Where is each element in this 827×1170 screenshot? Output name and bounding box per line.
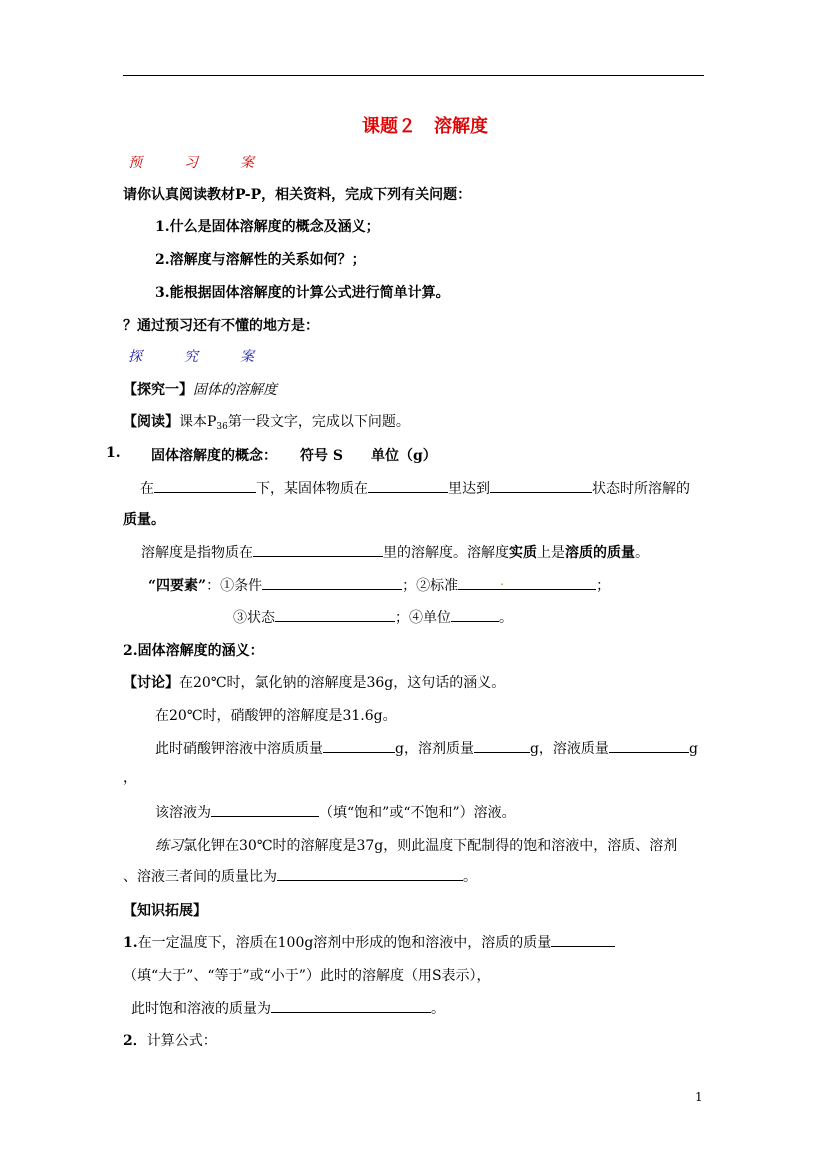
ext2-text: 计算公式： [146, 1033, 217, 1049]
practice-line-2 [123, 866, 477, 886]
practice-text: 氯化钾在30℃时的溶解度是37g，则此温度下配制得的饱和溶液中，溶质、溶剂 [183, 838, 678, 854]
page-number: 1 [695, 1090, 703, 1104]
blank-solution-type[interactable] [211, 803, 319, 817]
page-title: 课题２ 溶解度 [362, 116, 488, 137]
reading-text-a: 课本P [179, 414, 217, 430]
ext1-text: 在一定温度下，溶质在100g溶剂中形成的饱和溶液中，溶质的质量 [137, 935, 552, 951]
header-rule [123, 75, 704, 76]
goal-1: 1.什么是固体溶解度的概念及涵义； [155, 219, 380, 235]
solution-type-line [155, 802, 516, 822]
explore1-topic: 固体的溶解度 [193, 382, 277, 398]
concept-num: 1. [106, 445, 121, 461]
goal-2: 2.溶解度与溶解性的关系如何？； [155, 252, 366, 268]
masses-a: 此时硝酸钾溶液中溶质质量 [155, 741, 323, 757]
stray-dot: . [500, 574, 504, 588]
blank-state-2[interactable] [275, 608, 395, 622]
question-prompt: ？通过预习还有不懂的地方是： [123, 318, 319, 334]
discussion-line [123, 672, 505, 692]
practice2-a: 、溶液三者间的质量比为 [123, 869, 277, 885]
masses-line [155, 738, 698, 758]
ext1c-line [131, 998, 445, 1018]
ext1c-a: 此时饱和溶液的质量为 [131, 1001, 271, 1017]
ext2-line [123, 1030, 217, 1050]
masses-b: g，溶剂质量 [395, 741, 474, 757]
blank-state[interactable] [490, 479, 592, 493]
ext1-line [123, 932, 615, 952]
reading-sub: 36 [216, 422, 228, 432]
blank-unit[interactable] [451, 608, 499, 622]
ext1c-b: 。 [431, 1001, 445, 1017]
essence-text-e: 溶质的质量 [565, 545, 635, 561]
blank-saturated-mass[interactable] [271, 999, 431, 1013]
blank-condition[interactable] [154, 479, 256, 493]
ext2-num: 2． [123, 1033, 147, 1049]
essence-text-d: 上是 [537, 545, 565, 561]
blank-solvent[interactable] [368, 479, 448, 493]
concept-unit: 单位（g） [371, 448, 437, 464]
practice2-b: 。 [463, 869, 477, 885]
masses-c: g，溶液质量 [529, 741, 609, 757]
practice-label: 练习 [155, 838, 183, 854]
masses-d: g [688, 741, 698, 757]
blank-essence[interactable] [253, 543, 383, 557]
kno3-line: 在20℃时，硝酸钾的溶解度是31.6g。 [155, 708, 397, 724]
meaning-heading: 2.固体溶解度的涵义： [123, 643, 264, 659]
four-elements-label: “四要素” [148, 578, 207, 594]
four-elements-line [148, 575, 610, 595]
practice-line [155, 835, 677, 855]
four-elements2-b: ；④单位 [395, 610, 451, 626]
explore1-bracket: 【探究一】 [123, 382, 193, 398]
essence-text-b: 里的溶解度。溶解度 [383, 545, 509, 561]
def-text-a: 在 [140, 481, 154, 497]
def-text-d: 状态时所溶解的 [592, 481, 690, 497]
essence-text-f: 。 [635, 545, 649, 561]
masses-comma: ， [123, 770, 137, 786]
solution-type-b: （填“饱和”或“不饱和”）溶液。 [319, 805, 516, 821]
blank-solute-mass[interactable] [323, 739, 395, 753]
four-elements-c: ； [596, 578, 611, 594]
ext1-num: 1. [123, 935, 138, 951]
essence-text-c: 实质 [509, 545, 537, 561]
definition-line-2: 质量。 [123, 512, 165, 528]
blank-mass-ratio[interactable] [277, 867, 463, 881]
extension-heading: 【知识拓展】 [123, 903, 207, 919]
blank-solvent-mass[interactable] [474, 739, 530, 753]
four-elements-a: ：①条件 [206, 578, 263, 594]
explore-heading: 探 究 案 [128, 349, 254, 365]
goal-3: 3.能根据固体溶解度的计算公式进行简单计算。 [155, 285, 450, 301]
concept-symbol: 符号 S [300, 448, 343, 464]
def-text-c: 里达到 [448, 481, 490, 497]
discussion-text: 在20℃时，氯化钠的溶解度是36g，这句话的涵义。 [179, 675, 506, 691]
essence-line [141, 542, 649, 562]
blank-solution-mass[interactable] [609, 739, 689, 753]
preview-heading: 预 习 案 [128, 155, 254, 171]
reading-bracket: 【阅读】 [123, 414, 179, 430]
four-elements2-a: ③状态 [233, 610, 275, 626]
essence-text-a: 溶解度是指物质在 [141, 545, 253, 561]
blank-standard[interactable] [458, 576, 596, 590]
explore1-line [123, 379, 277, 399]
four-elements-line-2 [233, 607, 513, 627]
instruction: 请你认真阅读教材P-P，相关资料，完成下列有关问题： [123, 187, 472, 203]
discussion-bracket: 【讨论】 [123, 675, 179, 691]
four-elements2-c: 。 [499, 610, 513, 626]
ext1b-line: （填“大于”、“等于”或“小于”）此时的溶解度（用S表示）， [123, 968, 491, 984]
solution-type-a: 该溶液为 [155, 805, 211, 821]
concept-label: 固体溶解度的概念： [151, 448, 277, 464]
blank-condition-2[interactable] [262, 576, 402, 590]
blank-compare[interactable] [551, 933, 615, 947]
four-elements-b: ；②标准 [402, 578, 459, 594]
reading-line [123, 411, 410, 432]
reading-text-b: 第一段文字，完成以下问题。 [227, 414, 410, 430]
definition-line-1 [140, 478, 690, 498]
def-text-b: 下，某固体物质在 [256, 481, 368, 497]
